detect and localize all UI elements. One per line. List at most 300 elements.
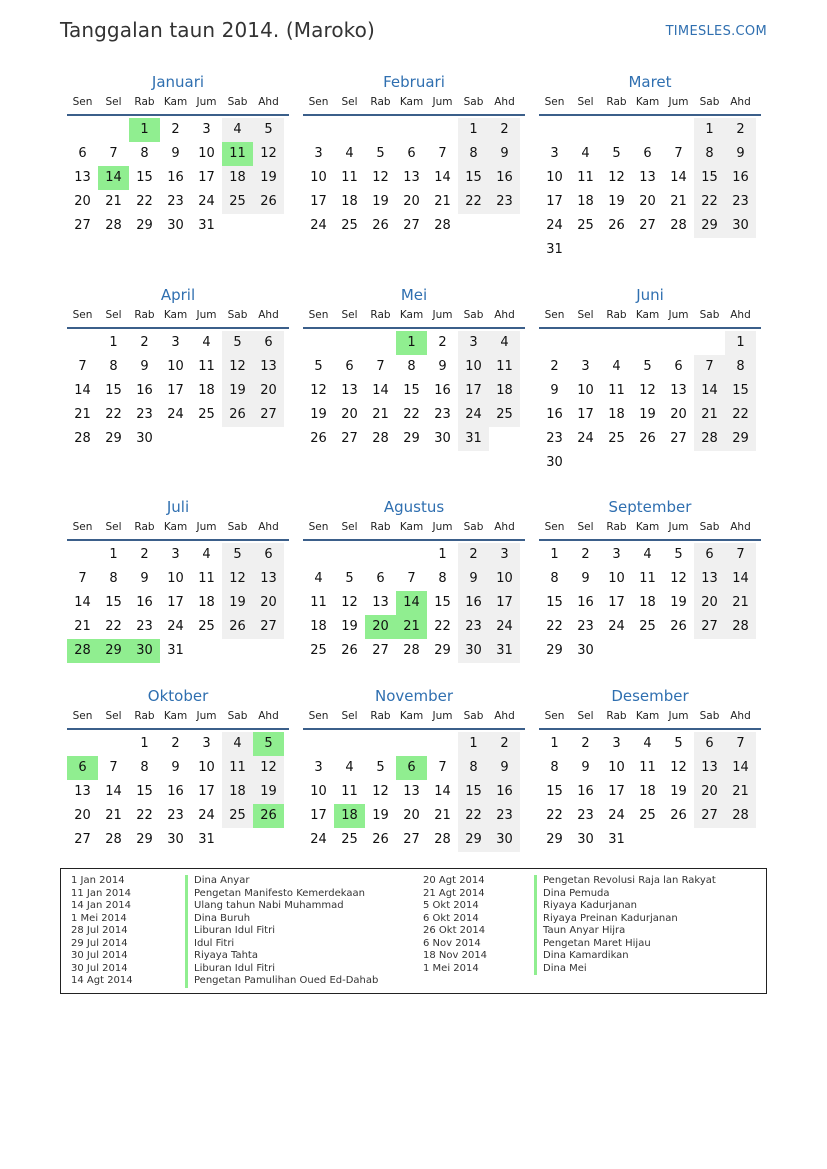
holiday-day-cell: 1 [396, 331, 427, 355]
day-cell: 27 [694, 804, 725, 828]
holiday-day-cell: 6 [67, 756, 98, 780]
day-cell: 12 [341, 595, 358, 610]
day-cell: 19 [670, 784, 687, 799]
day-cell: 11 [489, 355, 520, 379]
day-cell: 24 [458, 403, 489, 427]
empty-cell [67, 543, 98, 567]
day-cell: 24 [608, 619, 625, 634]
weekday-label: Sab [463, 96, 484, 108]
day-cell: 17 [489, 591, 520, 615]
weekday-header [539, 94, 761, 116]
day-cell: 13 [253, 567, 284, 591]
day-cell: 5 [345, 571, 354, 586]
day-cell: 14 [372, 383, 389, 398]
day-cell: 27 [670, 431, 687, 446]
day-cell: 1 [550, 736, 559, 751]
day-cell: 5 [314, 359, 323, 374]
weekday-header [303, 307, 525, 329]
weekday-label: Jum [432, 521, 453, 533]
day-cell: 22 [694, 190, 725, 214]
holiday-day-cell: 28 [67, 639, 98, 663]
weekday-label: Kam [399, 309, 424, 321]
month-maret [539, 72, 761, 262]
day-cell: 28 [694, 427, 725, 451]
legend-date: 5 Okt 2014 [423, 900, 479, 911]
day-cell: 10 [310, 784, 327, 799]
day-cell: 30 [458, 639, 489, 663]
day-cell: 17 [608, 784, 625, 799]
day-cell: 22 [403, 407, 420, 422]
day-cell: 12 [253, 142, 284, 166]
holiday-day-cell: 11 [222, 142, 253, 166]
day-cell: 24 [546, 218, 563, 233]
weekday-header [303, 519, 525, 541]
day-cell: 30 [577, 832, 594, 847]
day-cell: 26 [310, 431, 327, 446]
day-cell: 25 [198, 619, 215, 634]
day-cell: 12 [608, 170, 625, 185]
day-cell: 2 [438, 335, 447, 350]
day-cell: 2 [725, 118, 756, 142]
day-cell: 21 [694, 403, 725, 427]
holiday-day-cell: 5 [253, 732, 284, 756]
day-grid [303, 329, 525, 451]
day-cell: 13 [253, 355, 284, 379]
day-cell: 15 [546, 595, 563, 610]
day-cell: 17 [198, 784, 215, 799]
day-cell: 15 [725, 379, 756, 403]
legend-holiday-name: Riyaya Preinan Kadurjanan [534, 913, 716, 926]
legend-date: 6 Okt 2014 [423, 912, 479, 924]
day-cell: 20 [253, 591, 284, 615]
day-cell: 14 [725, 567, 756, 591]
day-cell: 25 [222, 804, 253, 828]
day-cell: 31 [489, 639, 520, 663]
day-grid [539, 541, 761, 663]
day-cell: 17 [608, 595, 625, 610]
empty-cell [303, 331, 334, 355]
day-cell: 4 [345, 146, 354, 161]
day-cell: 29 [105, 431, 122, 446]
legend-holiday-name: Dina Mei [534, 963, 716, 976]
weekday-header [539, 708, 761, 730]
day-cell: 14 [434, 170, 451, 185]
day-cell: 5 [376, 760, 385, 775]
day-cell: 15 [105, 595, 122, 610]
day-cell: 3 [171, 547, 180, 562]
weekday-label: Ahd [494, 309, 515, 321]
day-cell: 20 [253, 379, 284, 403]
weekday-header [303, 94, 525, 116]
weekday-label: Sab [699, 710, 720, 722]
empty-cell [303, 732, 334, 756]
day-cell: 28 [403, 643, 420, 658]
day-cell: 8 [550, 571, 559, 586]
weekday-label: Sen [72, 309, 93, 321]
day-cell: 15 [694, 166, 725, 190]
weekday-label: Sel [577, 309, 594, 321]
day-cell: 10 [458, 355, 489, 379]
legend-date: 14 Jan 2014 [71, 900, 131, 911]
day-cell: 29 [403, 431, 420, 446]
day-cell: 9 [581, 571, 590, 586]
day-cell: 9 [581, 760, 590, 775]
day-cell: 16 [489, 166, 520, 190]
day-cell: 19 [372, 194, 389, 209]
day-cell: 15 [136, 170, 153, 185]
weekday-label: Sel [577, 521, 594, 533]
legend-date: 26 Okt 2014 [423, 925, 486, 936]
month-agustus [303, 497, 525, 663]
day-cell: 28 [372, 431, 389, 446]
day-cell: 14 [434, 784, 451, 799]
day-cell: 4 [222, 732, 253, 756]
month-oktober [67, 686, 289, 852]
day-cell: 1 [458, 118, 489, 142]
day-cell: 17 [167, 595, 184, 610]
weekday-label: Sab [227, 309, 248, 321]
weekday-label: Ahd [258, 96, 279, 108]
day-cell: 19 [341, 619, 358, 634]
legend-holiday-name: Pengetan Manifesto Kemerdekaan [185, 888, 378, 901]
day-cell: 25 [489, 403, 520, 427]
day-cell: 21 [105, 808, 122, 823]
day-cell: 27 [253, 615, 284, 639]
day-cell: 11 [198, 359, 215, 374]
day-cell: 29 [434, 643, 451, 658]
legend-date: 6 Nov 2014 [423, 937, 481, 949]
day-cell: 16 [725, 166, 756, 190]
day-cell: 6 [376, 571, 385, 586]
day-cell: 26 [639, 431, 656, 446]
holiday-day-cell: 14 [98, 166, 129, 190]
empty-cell [67, 732, 98, 756]
empty-cell [396, 732, 427, 756]
day-cell: 4 [345, 760, 354, 775]
day-cell: 11 [577, 170, 594, 185]
day-cell: 18 [222, 166, 253, 190]
day-cell: 25 [222, 190, 253, 214]
month-name: Juni [636, 286, 664, 304]
day-cell: 10 [608, 571, 625, 586]
day-cell: 24 [167, 407, 184, 422]
day-cell: 16 [577, 595, 594, 610]
day-cell: 9 [489, 142, 520, 166]
day-cell: 30 [167, 832, 184, 847]
day-cell: 6 [253, 543, 284, 567]
weekday-label: Rab [606, 521, 627, 533]
weekday-label: Sen [308, 309, 329, 321]
day-cell: 23 [136, 407, 153, 422]
legend-date: 1 Mei 2014 [423, 962, 479, 974]
day-cell: 19 [639, 407, 656, 422]
weekday-label: Rab [134, 710, 155, 722]
day-cell: 19 [222, 591, 253, 615]
weekday-label: Kam [163, 710, 188, 722]
day-cell: 12 [639, 383, 656, 398]
day-cell: 1 [725, 331, 756, 355]
day-cell: 10 [167, 359, 184, 374]
day-grid [67, 730, 289, 852]
day-cell: 7 [376, 359, 385, 374]
day-cell: 18 [198, 383, 215, 398]
day-cell: 8 [407, 359, 416, 374]
day-cell: 9 [489, 756, 520, 780]
day-cell: 21 [725, 591, 756, 615]
weekday-label: Ahd [258, 521, 279, 533]
day-grid [67, 116, 289, 238]
day-cell: 30 [136, 431, 153, 446]
day-cell: 8 [438, 571, 447, 586]
holiday-day-cell: 6 [396, 756, 427, 780]
day-cell: 29 [546, 832, 563, 847]
day-cell: 12 [372, 784, 389, 799]
day-cell: 9 [438, 359, 447, 374]
day-cell: 25 [341, 218, 358, 233]
day-cell: 10 [198, 146, 215, 161]
day-cell: 9 [550, 383, 559, 398]
day-cell: 6 [253, 331, 284, 355]
empty-cell [303, 118, 334, 142]
weekday-label: Sel [105, 710, 122, 722]
weekday-label: Kam [163, 96, 188, 108]
holiday-day-cell: 20 [365, 615, 396, 639]
day-cell: 19 [670, 595, 687, 610]
day-cell: 14 [725, 756, 756, 780]
day-cell: 29 [694, 214, 725, 238]
weekday-label: Kam [163, 309, 188, 321]
weekday-label: Kam [399, 521, 424, 533]
weekday-label: Rab [134, 521, 155, 533]
day-cell: 5 [253, 118, 284, 142]
day-grid [67, 541, 289, 663]
day-cell: 20 [74, 808, 91, 823]
day-cell: 26 [222, 403, 253, 427]
day-cell: 3 [202, 122, 211, 137]
day-cell: 11 [222, 756, 253, 780]
weekday-label: Sen [544, 96, 565, 108]
holiday-legend [60, 868, 767, 994]
day-cell: 2 [489, 118, 520, 142]
empty-cell [98, 118, 129, 142]
legend-holiday-name: Taun Anyar Hijra [534, 925, 716, 938]
day-cell: 23 [489, 804, 520, 828]
day-cell: 20 [403, 194, 420, 209]
day-cell: 4 [489, 331, 520, 355]
weekday-label: Rab [606, 309, 627, 321]
weekday-label: Sel [341, 710, 358, 722]
day-cell: 25 [608, 431, 625, 446]
day-cell: 24 [577, 431, 594, 446]
day-cell: 20 [639, 194, 656, 209]
month-juli [67, 497, 289, 663]
day-cell: 30 [434, 431, 451, 446]
day-cell: 16 [489, 780, 520, 804]
day-cell: 8 [458, 756, 489, 780]
weekday-label: Sab [227, 96, 248, 108]
day-cell: 29 [725, 427, 756, 451]
weekday-label: Rab [370, 521, 391, 533]
day-cell: 21 [105, 194, 122, 209]
day-cell: 27 [403, 832, 420, 847]
weekday-label: Sen [544, 710, 565, 722]
day-cell: 7 [438, 146, 447, 161]
day-cell: 7 [109, 146, 118, 161]
day-cell: 18 [198, 595, 215, 610]
day-cell: 12 [222, 355, 253, 379]
day-cell: 31 [458, 427, 489, 451]
month-name: Juli [166, 498, 190, 516]
day-cell: 31 [546, 242, 563, 257]
legend-names-right [534, 875, 716, 975]
day-cell: 6 [643, 146, 652, 161]
weekday-label: Kam [635, 96, 660, 108]
day-cell: 29 [458, 828, 489, 852]
day-cell: 16 [434, 383, 451, 398]
month-name: Januari [151, 73, 205, 91]
weekday-label: Sab [699, 521, 720, 533]
day-cell: 3 [458, 331, 489, 355]
weekday-label: Jum [432, 309, 453, 321]
empty-cell [539, 118, 570, 142]
day-cell: 4 [314, 571, 323, 586]
day-cell: 3 [202, 736, 211, 751]
day-cell: 22 [546, 619, 563, 634]
holiday-day-cell: 18 [334, 804, 365, 828]
day-cell: 13 [670, 383, 687, 398]
weekday-label: Ahd [730, 96, 751, 108]
day-cell: 18 [489, 379, 520, 403]
day-cell: 22 [546, 808, 563, 823]
weekday-label: Rab [370, 710, 391, 722]
day-grid [539, 116, 761, 262]
day-cell: 21 [372, 407, 389, 422]
day-cell: 8 [550, 760, 559, 775]
day-cell: 22 [136, 194, 153, 209]
day-cell: 2 [550, 359, 559, 374]
day-cell: 26 [372, 832, 389, 847]
day-cell: 11 [608, 383, 625, 398]
day-cell: 22 [105, 619, 122, 634]
day-cell: 19 [222, 379, 253, 403]
day-cell: 9 [171, 146, 180, 161]
legend-date: 30 Jul 2014 [71, 950, 128, 961]
day-cell: 27 [403, 218, 420, 233]
month-september [539, 497, 761, 663]
day-cell: 15 [105, 383, 122, 398]
weekday-label: Ahd [730, 309, 751, 321]
legend-date: 20 Agt 2014 [423, 875, 485, 886]
month-februari [303, 72, 525, 238]
holiday-day-cell: 30 [129, 639, 160, 663]
empty-cell [365, 543, 396, 567]
day-cell: 30 [546, 455, 563, 470]
day-cell: 19 [608, 194, 625, 209]
weekday-label: Rab [606, 710, 627, 722]
brand-link[interactable]: TIMESLES.COM [665, 24, 767, 39]
weekday-header [539, 519, 761, 541]
day-cell: 10 [310, 170, 327, 185]
day-cell: 3 [489, 543, 520, 567]
empty-cell [334, 732, 365, 756]
day-cell: 21 [434, 194, 451, 209]
month-juni [539, 285, 761, 475]
day-cell: 7 [109, 760, 118, 775]
day-cell: 28 [725, 615, 756, 639]
day-cell: 14 [74, 595, 91, 610]
day-cell: 21 [725, 780, 756, 804]
weekday-label: Sel [105, 521, 122, 533]
weekday-label: Sel [105, 96, 122, 108]
day-cell: 30 [577, 643, 594, 658]
empty-cell [98, 732, 129, 756]
day-cell: 19 [253, 166, 284, 190]
day-cell: 13 [639, 170, 656, 185]
day-cell: 9 [140, 359, 149, 374]
day-cell: 23 [577, 619, 594, 634]
weekday-label: Jum [668, 521, 689, 533]
legend-date: 1 Jan 2014 [71, 875, 125, 886]
day-cell: 17 [546, 194, 563, 209]
day-cell: 17 [310, 808, 327, 823]
legend-holiday-name: Pengetan Maret Hijau [534, 938, 716, 951]
empty-cell [427, 732, 458, 756]
day-cell: 15 [546, 784, 563, 799]
empty-cell [303, 543, 334, 567]
holiday-day-cell: 1 [129, 118, 160, 142]
day-cell: 24 [198, 808, 215, 823]
day-cell: 4 [581, 146, 590, 161]
weekday-label: Sen [308, 710, 329, 722]
day-cell: 4 [202, 335, 211, 350]
day-cell: 26 [670, 808, 687, 823]
day-cell: 4 [643, 736, 652, 751]
weekday-label: Kam [635, 309, 660, 321]
day-cell: 31 [608, 832, 625, 847]
month-name: Maret [628, 73, 672, 91]
weekday-label: Ahd [258, 710, 279, 722]
weekday-label: Jum [196, 96, 217, 108]
weekday-label: Ahd [258, 309, 279, 321]
day-cell: 23 [725, 190, 756, 214]
day-cell: 13 [74, 170, 91, 185]
day-cell: 6 [694, 732, 725, 756]
weekday-label: Ahd [494, 96, 515, 108]
day-cell: 23 [489, 190, 520, 214]
day-cell: 31 [198, 218, 215, 233]
day-cell: 8 [140, 760, 149, 775]
day-cell: 7 [674, 146, 683, 161]
day-cell: 18 [639, 784, 656, 799]
day-cell: 5 [222, 331, 253, 355]
day-cell: 9 [458, 567, 489, 591]
day-cell: 12 [670, 760, 687, 775]
day-cell: 17 [458, 379, 489, 403]
day-cell: 11 [341, 784, 358, 799]
day-cell: 11 [341, 170, 358, 185]
day-cell: 10 [489, 567, 520, 591]
weekday-label: Sen [308, 96, 329, 108]
day-cell: 23 [136, 619, 153, 634]
day-cell: 10 [577, 383, 594, 398]
day-cell: 8 [725, 355, 756, 379]
day-cell: 20 [74, 194, 91, 209]
day-cell: 20 [670, 407, 687, 422]
weekday-label: Sab [699, 309, 720, 321]
legend-dates-right [423, 875, 487, 975]
legend-dates-left [71, 875, 133, 988]
empty-cell [632, 118, 663, 142]
